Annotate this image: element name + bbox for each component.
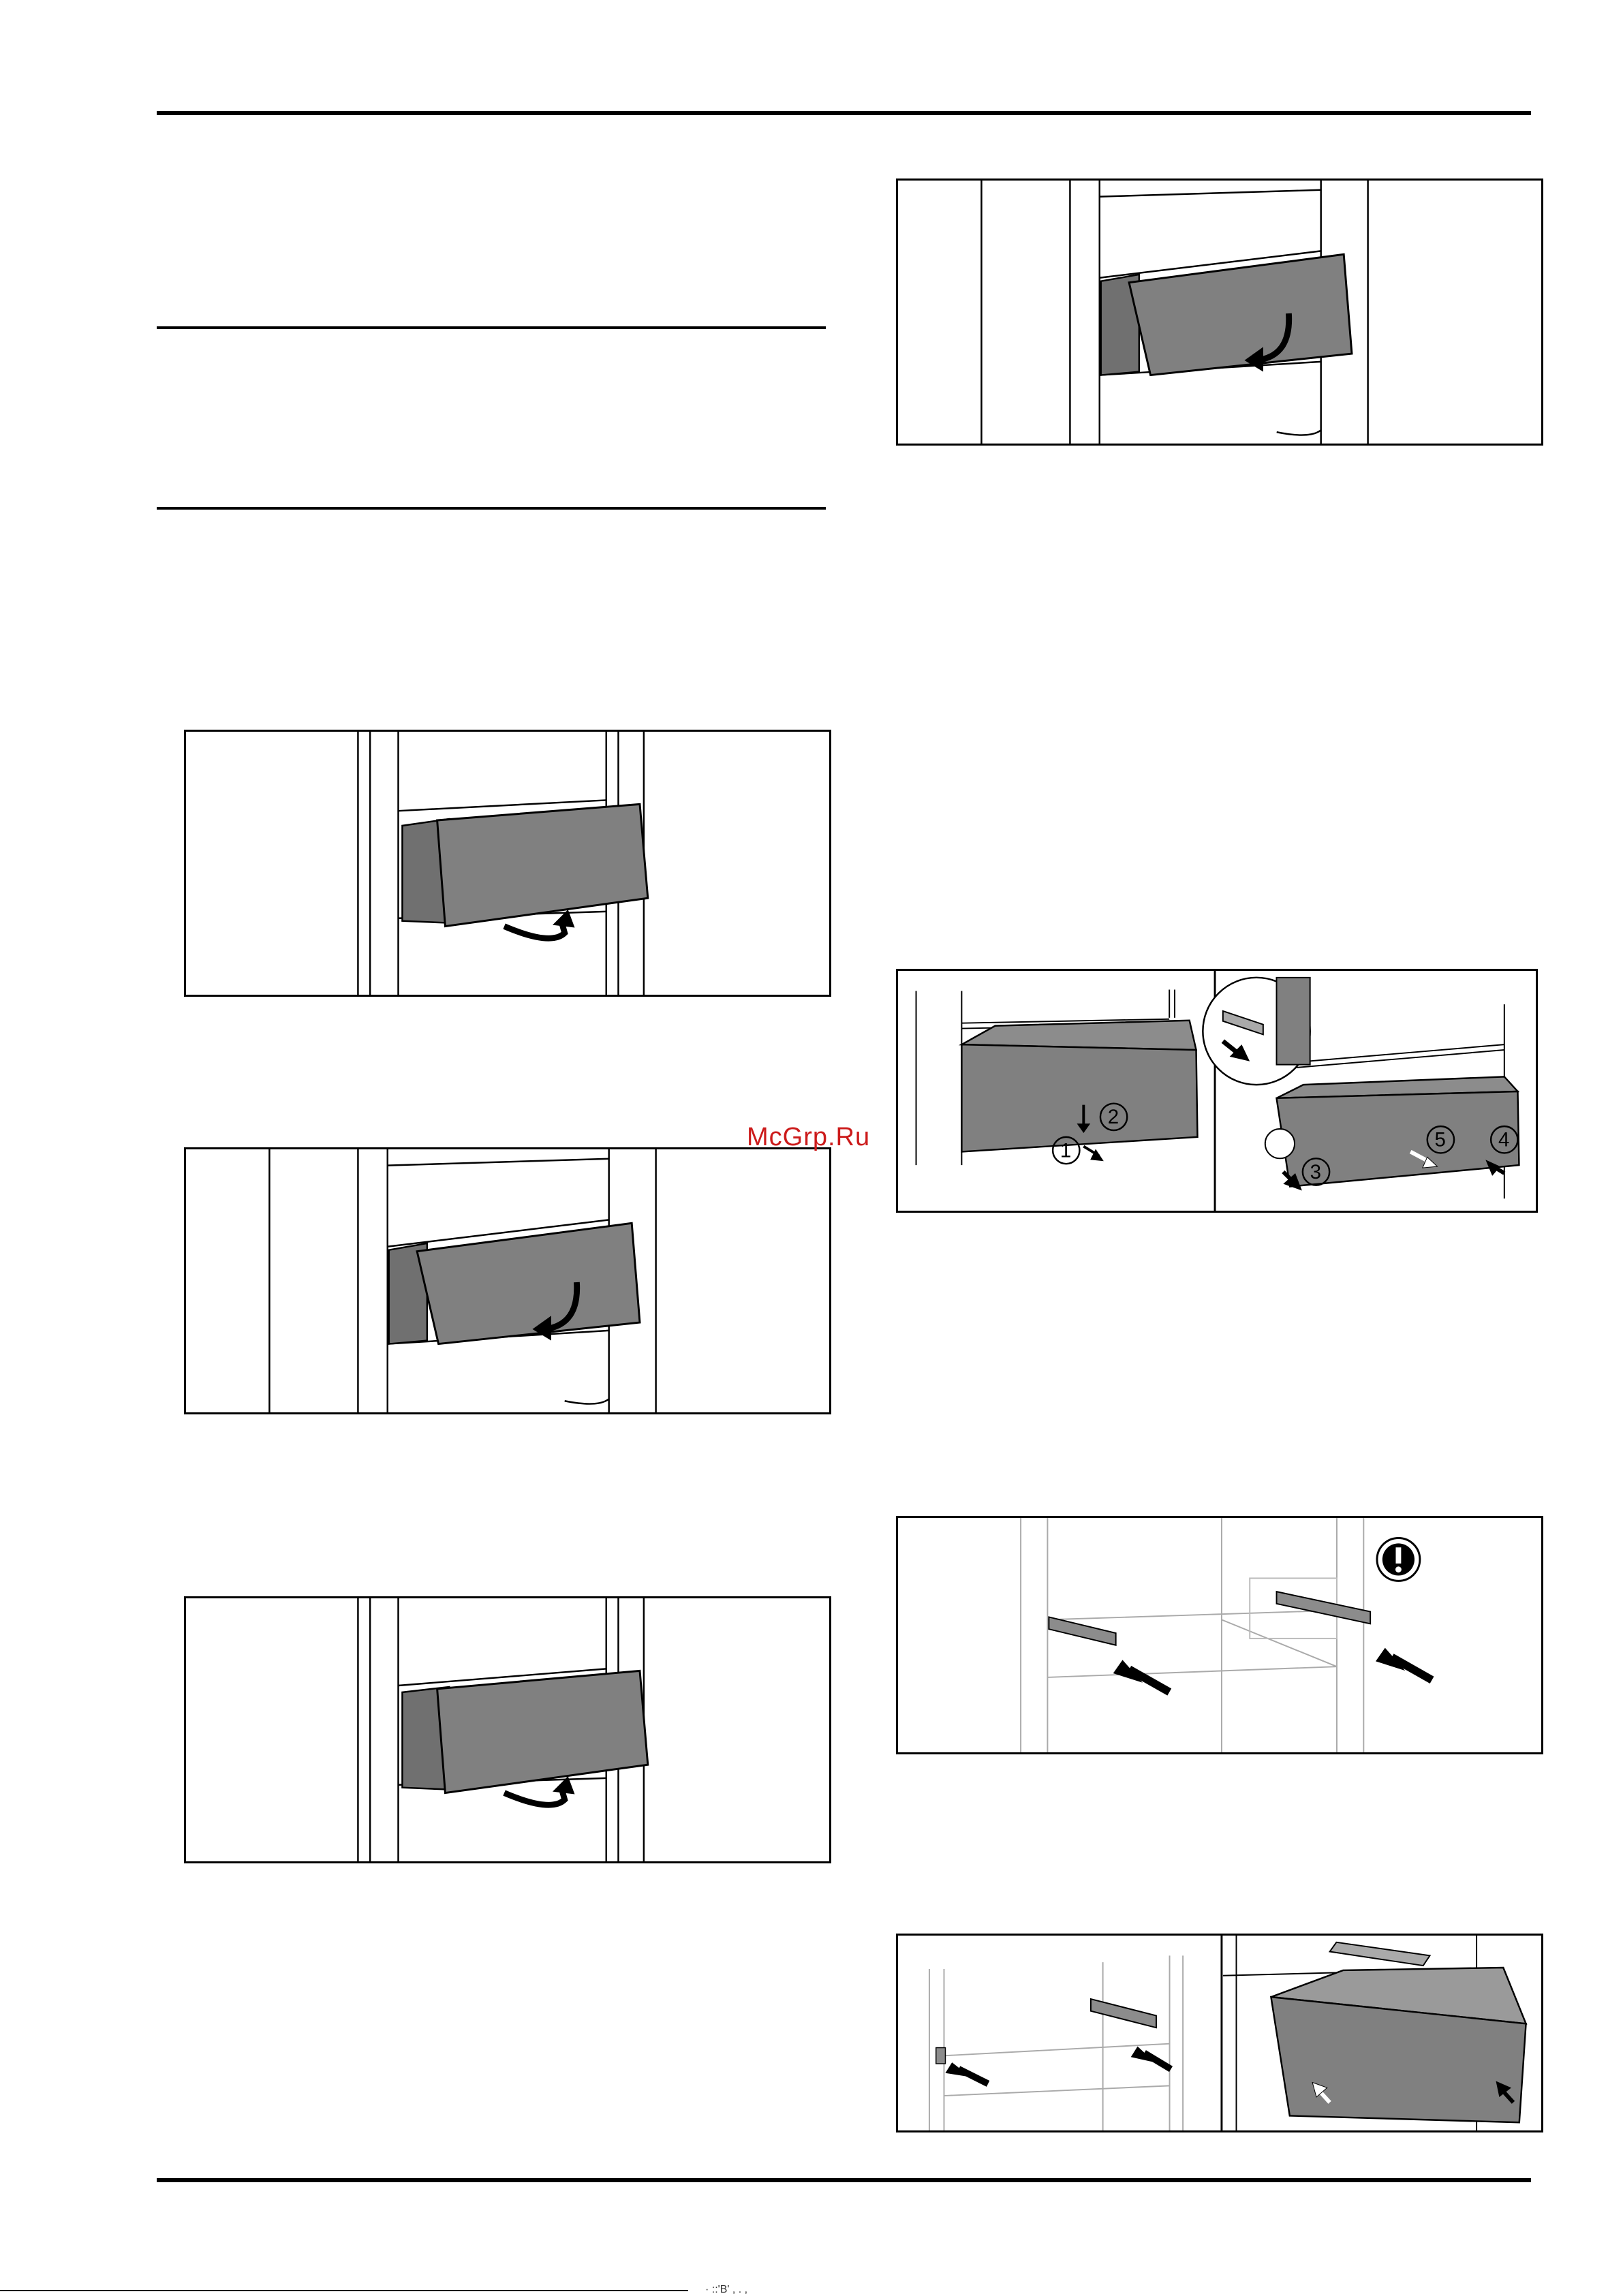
figure-insert-rails (896, 1516, 1543, 1754)
drawer-front (417, 1223, 640, 1344)
rail-left (1049, 1617, 1115, 1645)
rail (1091, 1999, 1156, 2028)
callout-5: 5 (1434, 1128, 1446, 1151)
drawer-front (437, 1671, 648, 1793)
footer-rule (157, 2178, 1531, 2182)
figure-insert-drawer (896, 1934, 1543, 2132)
illustration (186, 1598, 829, 1861)
section-rule-2 (157, 507, 826, 510)
callout-3: 3 (1310, 1160, 1322, 1183)
push-arrow-icon (1144, 2053, 1171, 2069)
illustration (898, 971, 1536, 1211)
figure-tilt-drawer-front (184, 1147, 831, 1414)
figure-tilt-drawer-front-right (896, 179, 1543, 446)
rail-right (1277, 1592, 1371, 1624)
illustration (186, 732, 829, 995)
push-arrow-icon (1392, 1657, 1432, 1679)
illustration (186, 1149, 829, 1412)
drawer-front (1129, 254, 1352, 375)
figure-remove-drawer (896, 969, 1538, 1213)
illustration (898, 181, 1541, 444)
illustration (898, 1936, 1541, 2130)
callout-1: 1 (1060, 1139, 1072, 1162)
header-rule (157, 111, 1531, 115)
figure-lift-drawer-front (184, 730, 831, 997)
drawer-body (961, 1044, 1197, 1151)
footer-fragment: · ::'B' , . , (705, 2284, 748, 2295)
section-rule-1 (157, 326, 826, 329)
figure-lift-drawer-front-2 (184, 1596, 831, 1863)
watermark-text: McGrp.Ru (747, 1123, 871, 1151)
bottom-strip (0, 2290, 688, 2291)
callout-4: 4 (1498, 1128, 1510, 1151)
illustration (898, 1518, 1541, 1752)
callout-2: 2 (1107, 1106, 1119, 1129)
drawer-front (437, 804, 648, 926)
